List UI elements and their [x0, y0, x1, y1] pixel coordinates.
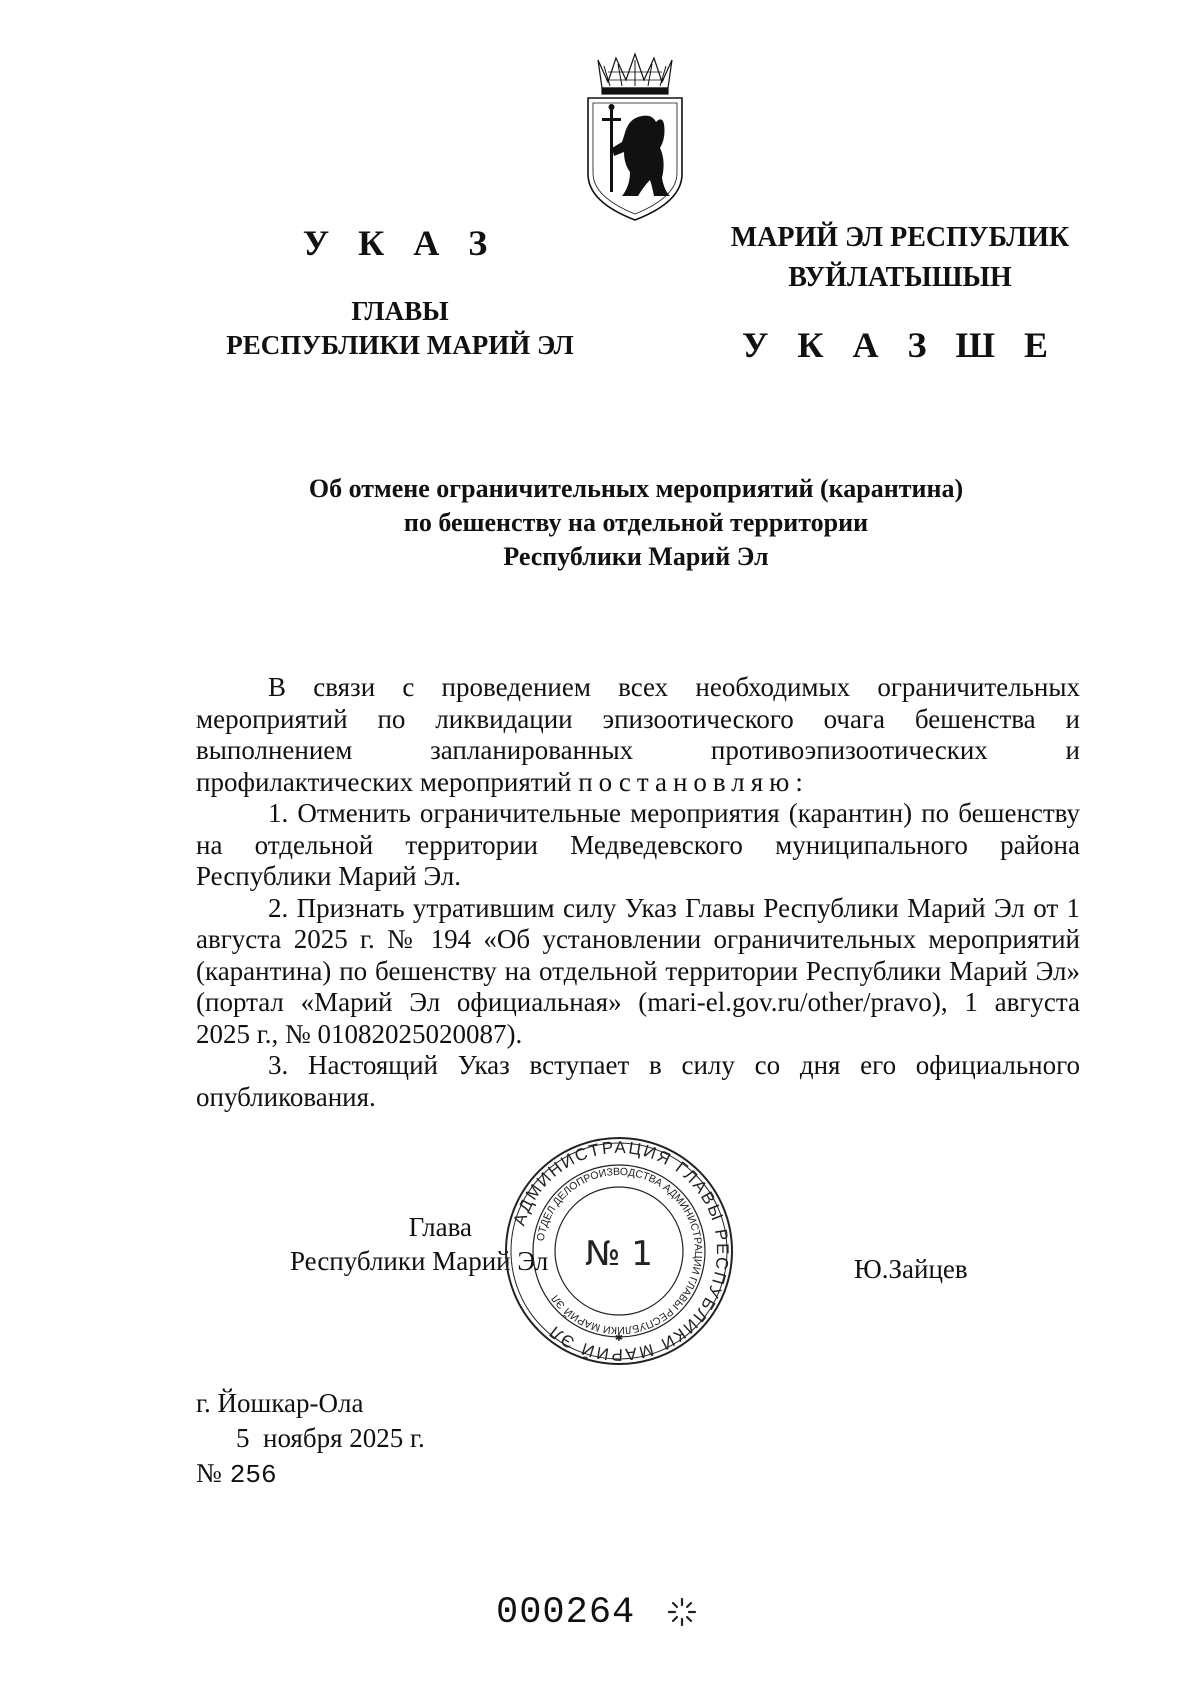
- decree-body: [196, 672, 1080, 1113]
- decree-place: г. Йошкар-Ола: [196, 1388, 364, 1418]
- decree-number-value: 256: [229, 1460, 277, 1490]
- item-3: 3. Настоящий Указ вступает в силу со дня его официального опубликования.: [196, 1050, 1080, 1112]
- decree-number: [196, 1458, 277, 1490]
- decree-word: постановляю:: [578, 766, 809, 797]
- official-stamp: [503, 1135, 735, 1367]
- stamp-inner-text: ОТДЕЛ ДЕЛОПРОИЗВОДСТВА АДМИНИСТРАЦИИ ГЛАВЫ РЕСПУБЛИКИ МАРИЙ ЭЛ: [534, 1165, 705, 1337]
- item-2: 2. Признать утратившим силу Указ Главы Республики Марий Эл от 1 августа 2025 г. № 194 «Об установлении ограничительных мероприятий (карантина) по бешенству на отдельной территории Республики Марий Эл» (портал «Марий Эл официальная» (mari-el.gov.ru/other/pravo), 1 августа 2025 г., № 01082025020087).: [196, 892, 1080, 1049]
- decree-heading-mari: У К А З Ш Е: [741, 325, 1059, 365]
- title-line: по бешенству на отдельной территории: [403, 508, 869, 537]
- decree-heading-ru: У К А З: [302, 223, 498, 263]
- heading-mari-line1: МАРИЙ ЭЛ РЕСПУБЛИК: [730, 222, 1070, 253]
- decree-date: 5 ноября 2025 г.: [236, 1423, 425, 1453]
- heading-mari-line2: ВУЙЛАТЫШЫН: [788, 262, 1012, 293]
- security-mark-icon: [666, 1596, 698, 1628]
- title-line: Республики Марий Эл: [503, 542, 769, 571]
- stamp-number: № 1: [585, 1234, 653, 1274]
- item-1: 1. Отменить ограничительные мероприятия (карантин) по бешенству на отдельной территории Медведевского муниципального района Республики Марий Эл.: [196, 798, 1080, 891]
- title-line: Об отмене ограничительных мероприятий (карантина): [308, 474, 964, 503]
- serial-number: 000264: [496, 1592, 636, 1634]
- signatory-title: Глава: [408, 1212, 472, 1242]
- heading-glavy: ГЛАВЫ: [351, 296, 449, 326]
- coat-of-arms-icon: [580, 52, 690, 228]
- svg-text:✱: ✱: [614, 1333, 624, 1344]
- preamble-paragraph: [196, 672, 1080, 798]
- decree-number-label: №: [196, 1458, 222, 1488]
- preamble-text: В связи с проведением всех необходимых ограничительных мероприятий по ликвидации эпизоотического очага бешенства и выполнением запланированных противоэпизоотических и профилактических мероприятий: [196, 672, 1080, 797]
- stamp-outer-text: АДМИНИСТРАЦИЯ ГЛАВЫ РЕСПУБЛИКИ МАРИЙ ЭЛ: [509, 1137, 733, 1365]
- heading-republic: РЕСПУБЛИКИ МАРИЙ ЭЛ: [226, 330, 574, 360]
- signatory-title-line2: Республики Марий Эл: [290, 1246, 549, 1276]
- signatory-name: Ю.Зайцев: [854, 1254, 968, 1284]
- decree-title: [196, 472, 1076, 574]
